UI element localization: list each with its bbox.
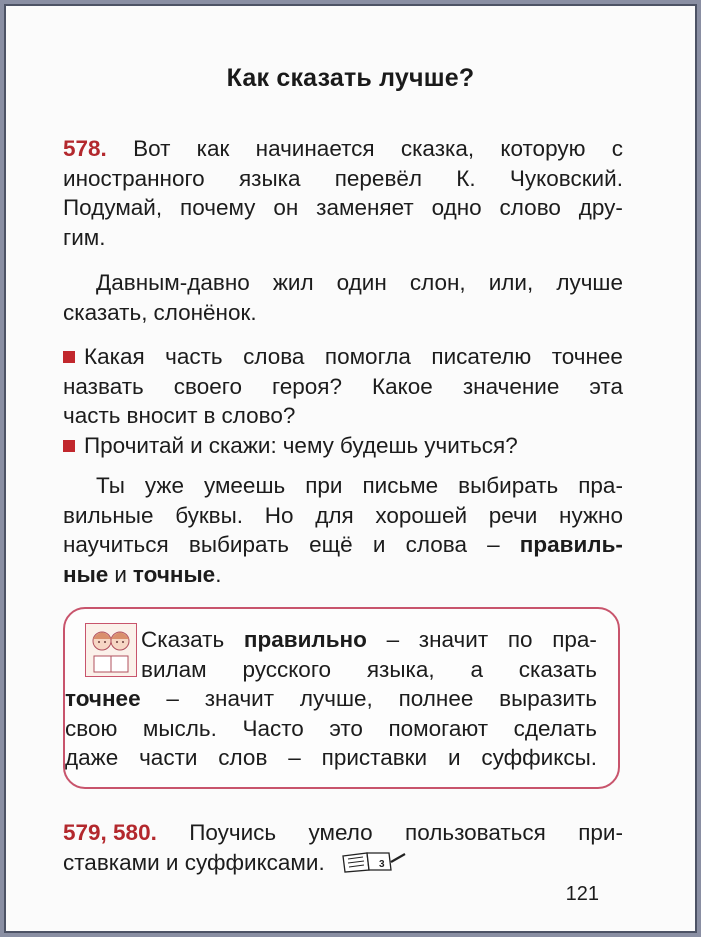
word: слон,	[409, 270, 466, 295]
page-number: 121	[565, 883, 599, 905]
word: Давным-давно	[96, 270, 250, 295]
word: выбирать	[188, 532, 289, 557]
word: Какая	[84, 344, 145, 369]
word: Но	[264, 502, 294, 528]
word: жил	[272, 270, 314, 295]
page-title: Как сказать лучше?	[226, 64, 475, 92]
word: письме	[362, 473, 439, 498]
word: одно	[431, 195, 482, 220]
word: К.	[456, 165, 476, 191]
word: Сказать	[141, 627, 225, 652]
word: Вот	[133, 136, 171, 161]
word: слова	[243, 344, 305, 369]
word: героя?	[272, 373, 342, 399]
word: скажи:	[208, 432, 277, 458]
word: слово	[499, 195, 561, 220]
word: уже	[144, 473, 184, 498]
word: сделать	[513, 715, 597, 741]
word: значение	[462, 373, 560, 399]
word: слова	[405, 532, 467, 557]
word: пра-	[578, 473, 623, 498]
word: значит	[418, 627, 489, 652]
word: и	[372, 532, 386, 557]
word: –	[166, 686, 179, 711]
word: при-	[578, 820, 623, 845]
workbook-icon	[339, 848, 407, 882]
word: языка	[238, 165, 301, 191]
word: чему	[282, 432, 334, 458]
word: умело	[308, 820, 373, 845]
word: Чуковский.	[509, 165, 623, 191]
word: часть	[63, 403, 121, 428]
word: слово?	[221, 403, 296, 428]
word: как	[196, 136, 230, 161]
rule-text	[65, 625, 597, 773]
word: это	[329, 715, 363, 741]
intro-paragraph	[63, 471, 623, 589]
word: помогают	[388, 715, 489, 741]
questions	[63, 342, 623, 460]
word: Часто	[242, 715, 304, 741]
bullet-square-icon	[63, 351, 75, 363]
word: и	[447, 745, 461, 770]
word: лучше	[556, 270, 623, 295]
word: речи	[488, 502, 538, 528]
word: сказать	[518, 656, 597, 682]
word: суффиксы.	[481, 745, 597, 770]
word: почему	[180, 195, 256, 220]
exercise-579-580	[63, 818, 623, 881]
word: Подумай,	[63, 195, 163, 220]
word: иностранного	[63, 165, 205, 191]
word: в	[203, 403, 216, 428]
word: будешь	[339, 432, 419, 458]
word: начинается	[255, 136, 375, 161]
word: пользоваться	[405, 820, 546, 845]
word: свою	[65, 715, 118, 741]
exercise-number: 579, 580.	[63, 820, 157, 845]
word: хорошей	[375, 502, 468, 528]
word: сказка,	[400, 136, 475, 161]
word: ещё	[309, 532, 353, 557]
word: вносит	[126, 403, 198, 428]
word: и	[114, 561, 127, 587]
word: часть	[165, 344, 223, 369]
word: точные	[132, 561, 216, 587]
word: ставками и суффиксами.	[63, 849, 325, 875]
word: Ты	[96, 473, 125, 498]
word: части	[139, 745, 198, 770]
workbook-number: 3	[378, 858, 385, 870]
word: правильно	[243, 627, 367, 652]
word: а	[470, 656, 483, 682]
word: приставки	[321, 745, 428, 770]
word: лучше,	[299, 686, 373, 711]
word: дру-	[578, 195, 623, 220]
word: при	[305, 473, 343, 498]
word: своего	[173, 373, 242, 399]
word: точнее	[65, 686, 141, 711]
word: и	[190, 432, 203, 458]
textbook-page	[4, 4, 697, 933]
exercise-number: 578.	[63, 136, 107, 161]
exercise-578	[63, 134, 623, 252]
word: вильные	[63, 502, 154, 528]
word: полнее	[398, 686, 474, 711]
word: слонёнок.	[153, 299, 257, 325]
word: выбирать	[458, 473, 559, 498]
word: гим.	[63, 224, 106, 250]
word: значит	[204, 686, 275, 711]
word: которую	[500, 136, 586, 161]
word: помогла	[324, 344, 411, 369]
word: даже	[65, 745, 119, 770]
word: –	[288, 745, 301, 770]
word: вилам	[141, 656, 207, 682]
word: пра-	[552, 627, 597, 652]
word: буквы.	[175, 502, 244, 528]
word: для	[315, 502, 354, 528]
word: назвать	[63, 373, 144, 399]
word: языка,	[366, 656, 435, 682]
word: с	[611, 136, 623, 161]
word: –	[487, 532, 500, 557]
word: правиль-	[519, 532, 623, 557]
word: сказать,	[63, 299, 148, 325]
word: ные	[63, 561, 109, 587]
word: один	[336, 270, 387, 295]
word: точнее	[551, 344, 623, 369]
word: Прочитай	[84, 432, 185, 458]
word: русского	[242, 656, 332, 682]
word: научиться	[63, 532, 169, 557]
bullet-square-icon	[63, 440, 75, 452]
tale-quote	[63, 268, 623, 327]
word: он	[273, 195, 299, 220]
word: умеешь	[203, 473, 286, 498]
word: учиться?	[424, 432, 518, 458]
word: слов	[218, 745, 268, 770]
word: мысль.	[142, 715, 217, 741]
word: нужно	[559, 502, 623, 528]
word: Какое	[372, 373, 433, 399]
word: эта	[589, 373, 623, 399]
word: Поучись	[189, 820, 277, 845]
children-reading-icon	[85, 623, 137, 677]
word: по	[507, 627, 533, 652]
punctuation: .	[215, 561, 222, 587]
word: выразить	[499, 686, 597, 711]
word: перевёл	[334, 165, 423, 191]
word: писателю	[431, 344, 532, 369]
rule-box	[63, 607, 620, 789]
word: заменяет	[316, 195, 414, 220]
word: или,	[488, 270, 534, 295]
word: –	[386, 627, 400, 652]
